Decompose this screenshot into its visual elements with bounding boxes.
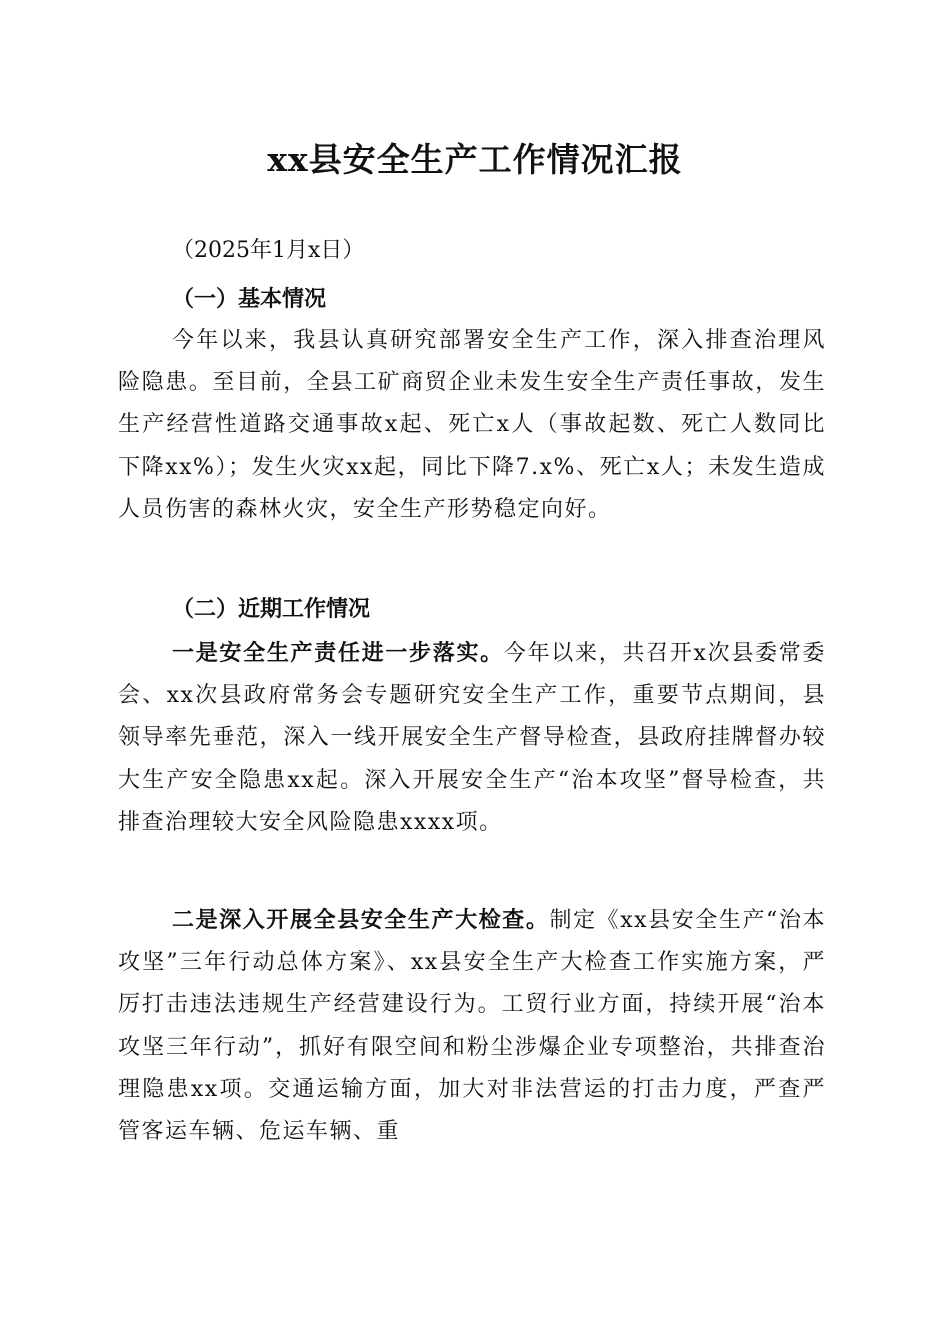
- paragraph-item-1: [118, 632, 826, 844]
- item-2-text: 制定《xx县安全生产“治本攻坚”三年行动总体方案》、xx县安全生产大检查工作实施方案，严厉打击违法违规生产经营建设行为。工贸行业方面，持续开展“治本攻坚三年行动”，抓好有限空间和粉尘涉爆企业专项整治，共排查治理隐患xx项。交通运输方面，加大对非法营运的打击力度，严查严管客运车辆、危运车辆、重: [118, 908, 826, 1145]
- paragraph-basic-situation: 今年以来，我县认真研究部署安全生产工作，深入排查治理风险隐患。至目前，全县工矿商贸企业未发生安全生产责任事故，发生生产经营性道路交通事故x起、死亡x人（事故起数、死亡人数同比下降xx%）；发生火灾xx起，同比下降7.x%、死亡x人；未发生造成人员伤害的森林火灾，安全生产形势稳定向好。: [118, 328, 826, 522]
- item-2-lead: 二是深入开展全县安全生产大检查。: [172, 907, 550, 933]
- report-date: （2025年1月x日）: [172, 238, 365, 263]
- paragraph-item-2: [118, 899, 826, 1153]
- item-1-lead: 一是安全生产责任进一步落实。: [172, 640, 504, 666]
- section-heading-basic: （一）基本情况: [172, 286, 327, 312]
- item-1-text: 今年以来，共召开x次县委常委会、xx次县政府常务会专题研究安全生产工作，重要节点期间，县领导率先垂范，深入一线开展安全生产督导检查，县政府挂牌督办较大生产安全隐患xx起。深入开展安全生产“治本攻坚”督导检查，共排查治理较大安全风险隐患xxxx项。: [118, 641, 826, 835]
- document-title: xx县安全生产工作情况汇报: [267, 140, 683, 179]
- section-heading-recent-work: （二）近期工作情况: [172, 596, 371, 622]
